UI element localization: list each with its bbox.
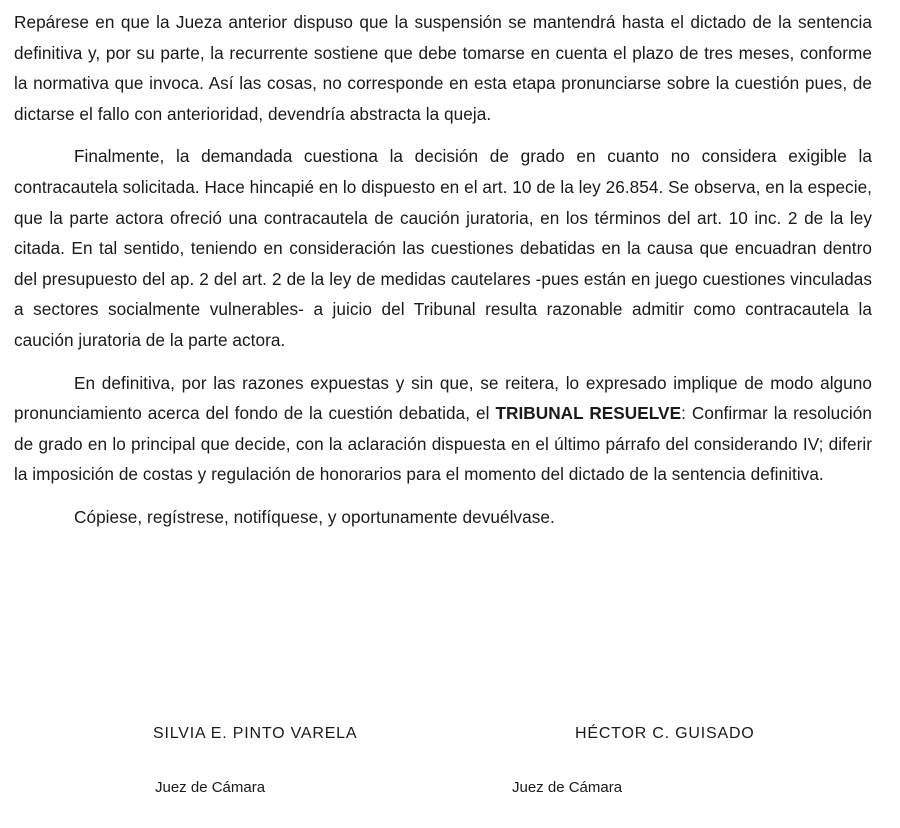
paragraph-resolution bbox=[14, 368, 872, 490]
signature-name-2: HÉCTOR C. GUISADO bbox=[575, 725, 755, 742]
document-body bbox=[14, 7, 872, 533]
closing-order: Cópiese, regístrese, notifíquese, y oportunamente devuélvase. bbox=[74, 506, 555, 527]
resolution-text-body: : Confirmar la resolución de grado en lo principal que decide, con la aclaración dispuesta en el último párrafo del considerando IV; diferir la imposición de costas y regulación de honorarios para el momento del dictado de la sentencia definitiva. bbox=[14, 403, 873, 485]
paragraph-suspension: Repárese en que la Jueza anterior dispuso que la suspensión se mantendrá hasta el dictado de la sentencia definitiva y, por su parte, la recurrente sostiene que debe tomarse en cuenta el plazo de tres meses, conforme la normativa que invoca. Así las cosas, no corresponde en esta etapa pronunciarse sobre la cuestión pues, de dictarse el fallo con anterioridad, devendría abstracta la queja. bbox=[14, 12, 872, 124]
resolution-text-lead: En definitiva, por las razones expuestas y sin que, se reitera, lo expresado implique de modo alguno pronunciamiento acerca del fondo de la cuestión debatida, el bbox=[14, 372, 872, 424]
paragraph-contracautela: Finalmente, la demandada cuestiona la decisión de grado en cuanto no considera exigible la contracautela solicitada. Hace hincapié en lo dispuesto en el art. 10 de la ley 26.854. Se observa, en la especie, que la parte actora ofreció una contracautela de caución juratoria, en los términos del art. 10 inc. 2 de la ley citada. En tal sentido, teniendo en consideración las cuestiones debatidas en la causa que encuadran dentro del presupuesto del ap. 2 del art. 2 de la ley de medidas cautelares -pues están en juego cuestiones vinculadas a sectores socialmente vulnerables- a juicio del Tribunal resulta razonable admitir como contracautela la caución juratoria de la parte actora. bbox=[14, 146, 872, 350]
signature-title-1: Juez de Cámara bbox=[155, 779, 266, 796]
signature-name-1: SILVIA E. PINTO VARELA bbox=[153, 725, 358, 742]
signature-title-2: Juez de Cámara bbox=[512, 779, 623, 796]
resolution-verdict: TRIBUNAL RESUELVE bbox=[495, 403, 682, 424]
